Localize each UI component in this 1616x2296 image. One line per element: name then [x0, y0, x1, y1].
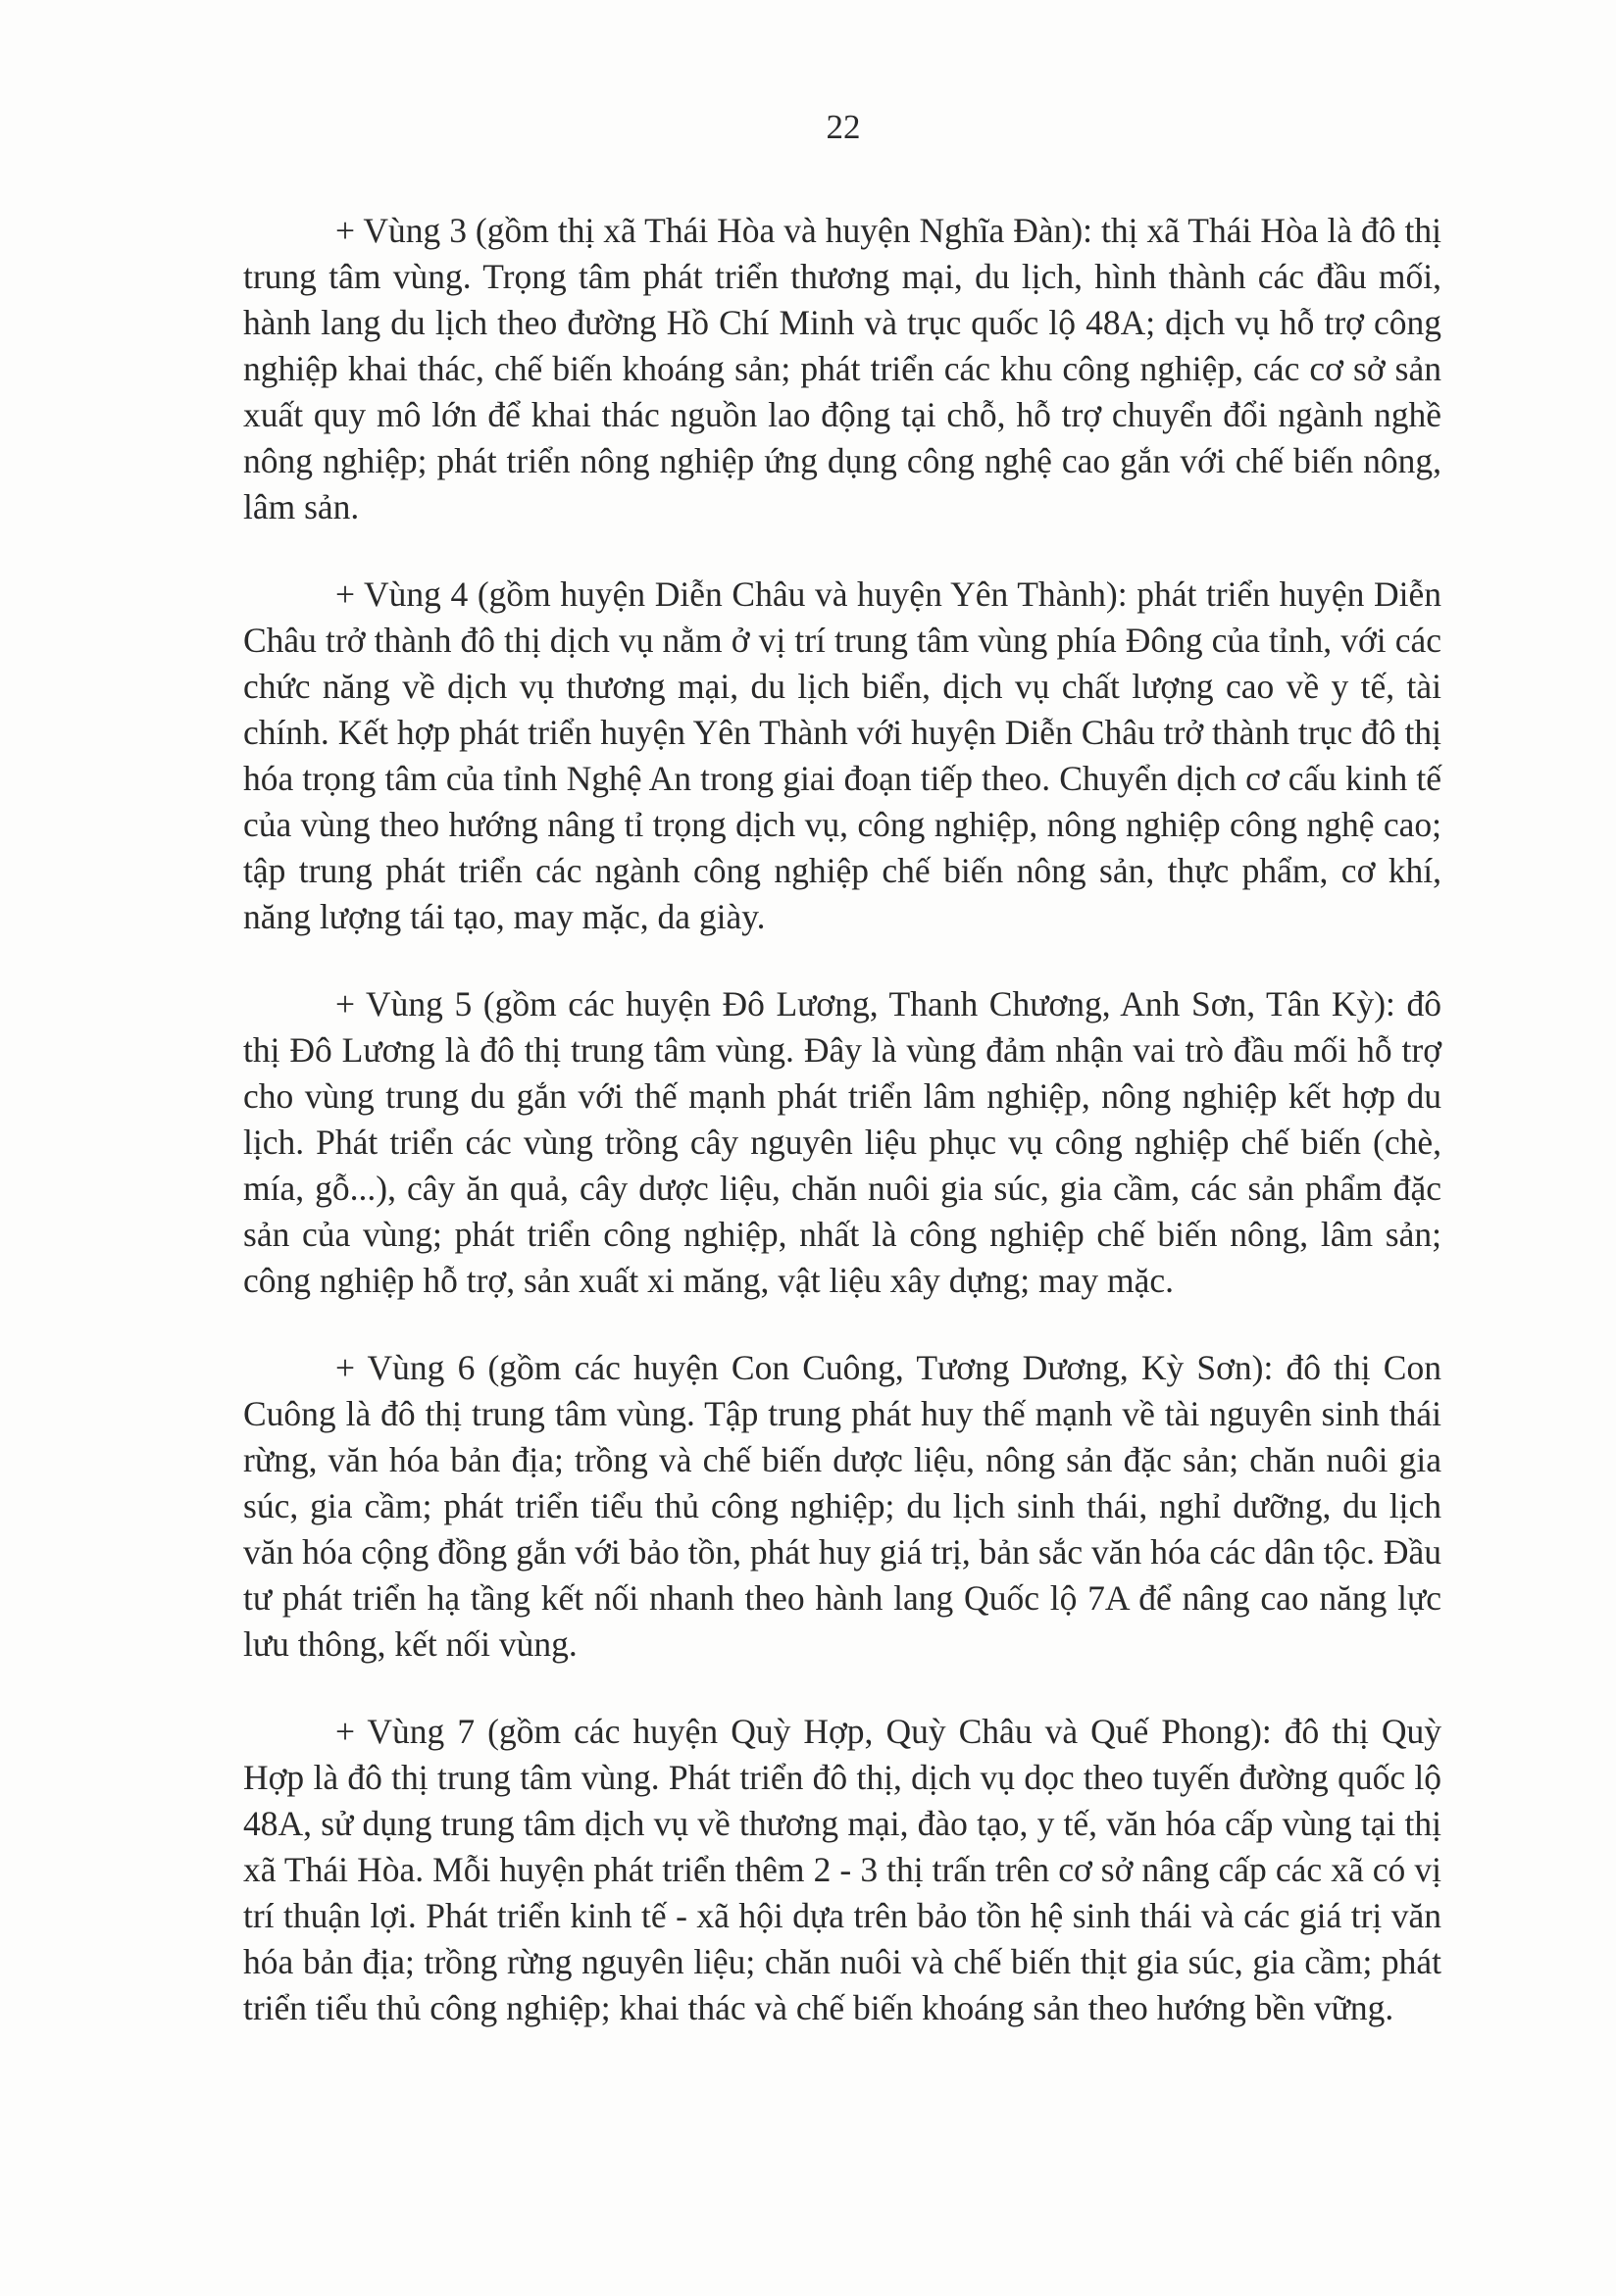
page-number: 22: [826, 108, 861, 146]
paragraph-vung-7: + Vùng 7 (gồm các huyện Quỳ Hợp, Quỳ Châu và Quế Phong): đô thị Quỳ Hợp là đô thị trung tâm vùng. Phát triển đô thị, dịch vụ dọc theo tuyến đường quốc lộ 48A, sử dụng trung tâm dịch vụ về thương mại, đào tạo, y tế, văn hóa cấp vùng tại thị xã Thái Hòa. Mỗi huyện phát triển thêm 2 - 3 thị trấn trên cơ sở nâng cấp các xã có vị trí thuận lợi. Phát triển kinh tế - xã hội dựa trên bảo tồn hệ sinh thái và các giá trị văn hóa bản địa; trồng rừng nguyên liệu; chăn nuôi và chế biến thịt gia súc, gia cầm; phát triển tiểu thủ công nghiệp; khai thác và chế biến khoáng sản theo hướng bền vững.: [243, 1712, 1441, 2027]
body-text: [243, 208, 1441, 2031]
paragraph-vung-3: + Vùng 3 (gồm thị xã Thái Hòa và huyện Nghĩa Đàn): thị xã Thái Hòa là đô thị trung tâm vùng. Trọng tâm phát triển thương mại, du lịch, hình thành các đầu mối, hành lang du lịch theo đường Hồ Chí Minh và trục quốc lộ 48A; dịch vụ hỗ trợ công nghiệp khai thác, chế biến khoáng sản; phát triển các khu công nghiệp, các cơ sở sản xuất quy mô lớn để khai thác nguồn lao động tại chỗ, hỗ trợ chuyển đổi ngành nghề nông nghiệp; phát triển nông nghiệp ứng dụng công nghệ cao gắn với chế biến nông, lâm sản.: [243, 211, 1441, 526]
paragraph-vung-4: + Vùng 4 (gồm huyện Diễn Châu và huyện Yên Thành): phát triển huyện Diễn Châu trở thành đô thị dịch vụ nằm ở vị trí trung tâm vùng phía Đông của tỉnh, với các chức năng về dịch vụ thương mại, du lịch biển, dịch vụ chất lượng cao về y tế, tài chính. Kết hợp phát triển huyện Yên Thành với huyện Diễn Châu trở thành trục đô thị hóa trọng tâm của tỉnh Nghệ An trong giai đoạn tiếp theo. Chuyển dịch cơ cấu kinh tế của vùng theo hướng nâng tỉ trọng dịch vụ, công nghiệp, nông nghiệp công nghệ cao; tập trung phát triển các ngành công nghiệp chế biến nông sản, thực phẩm, cơ khí, năng lượng tái tạo, may mặc, da giày.: [243, 574, 1441, 936]
paragraph-vung-6: + Vùng 6 (gồm các huyện Con Cuông, Tương Dương, Kỳ Sơn): đô thị Con Cuông là đô thị trung tâm vùng. Tập trung phát huy thế mạnh về tài nguyên sinh thái rừng, văn hóa bản địa; trồng và chế biến dược liệu, nông sản đặc sản; chăn nuôi gia súc, gia cầm; phát triển tiểu thủ công nghiệp; du lịch sinh thái, nghỉ dưỡng, du lịch văn hóa cộng đồng gắn với bảo tồn, phát huy giá trị, bản sắc văn hóa các dân tộc. Đầu tư phát triển hạ tầng kết nối nhanh theo hành lang Quốc lộ 7A để nâng cao năng lực lưu thông, kết nối vùng.: [243, 1348, 1441, 1664]
paragraph-vung-5: + Vùng 5 (gồm các huyện Đô Lương, Thanh Chương, Anh Sơn, Tân Kỳ): đô thị Đô Lương là đô thị trung tâm vùng. Đây là vùng đảm nhận vai trò đầu mối hỗ trợ cho vùng trung du gắn với thế mạnh phát triển lâm nghiệp, nông nghiệp kết hợp du lịch. Phát triển các vùng trồng cây nguyên liệu phục vụ công nghiệp chế biến (chè, mía, gỗ...), cây ăn quả, cây dược liệu, chăn nuôi gia súc, gia cầm, các sản phẩm đặc sản của vùng; phát triển công nghiệp, nhất là công nghiệp chế biến nông, lâm sản; công nghiệp hỗ trợ, sản xuất xi măng, vật liệu xây dựng; may mặc.: [243, 984, 1441, 1300]
